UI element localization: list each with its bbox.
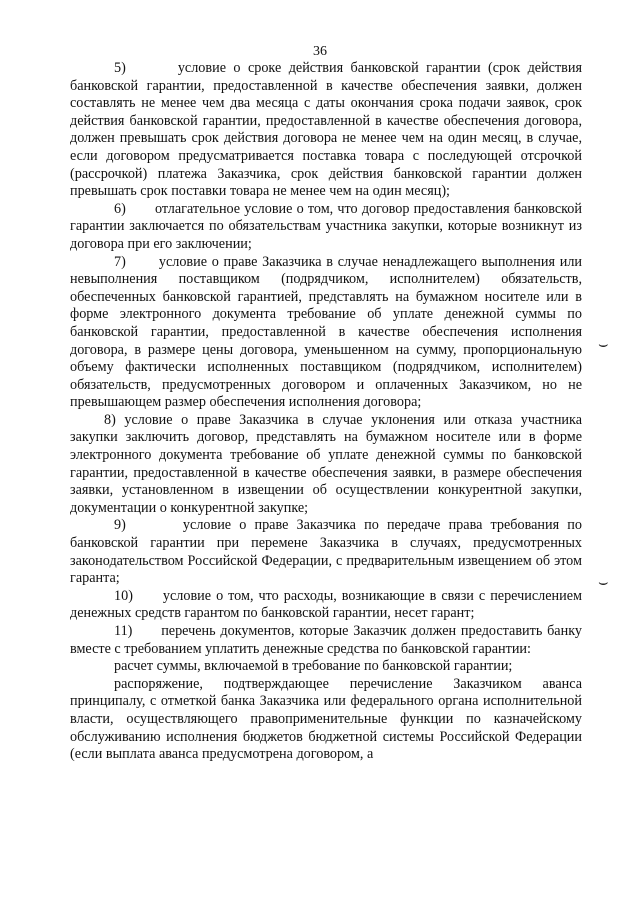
paragraph-item-8: 8) условие о праве Заказчика в случае уклонения или отказа участника закупки заключить договор, представлять на бумажном носителе или в форме электронного документа требование об уплате денежной суммы по банковской гарантии, предоставленной в качестве обеспечения заявки, в размере обеспечения заявки, установленном в извещении об осуществлении конкурентной закупки, документации о конкурентной закупке;	[70, 411, 582, 516]
hyphenation-mark-icon: ⌣	[598, 336, 609, 353]
document-body	[70, 60, 582, 764]
paragraph-item-6: 6) отлагательное условие о том, что договор предоставления банковской гарантии заключается по обязательствам участника закупки, которые возникнут из договора при его заключении;	[70, 200, 582, 252]
hyphenation-mark-icon: ⌣	[598, 574, 609, 591]
page-number: 36	[313, 44, 327, 59]
paragraph-sub-order: распоряжение, подтверждающее перечисление Заказчиком аванса принципалу, с отметкой банка Заказчика или федерального органа исполнительной власти, осуществляющего правоприменительные функции по казначейскому обслуживанию исполнения бюджетов бюджетной системы Российской Федерации (если выплата аванса предусмотрена договором, а	[70, 675, 582, 763]
paragraph-item-9: 9) условие о праве Заказчика по передаче права требования по банковской гарантии при перемене Заказчика в случаях, предусмотренных законодательством Российской Федерации, с предварительным извещением об этом гаранта;	[70, 517, 582, 587]
paragraph-item-11: 11) перечень документов, которые Заказчик должен предоставить банку вместе с требованием уплатить денежные средства по банковской гарантии:	[70, 623, 582, 657]
paragraph-item-5: 5) условие о сроке действия банковской гарантии (срок действия банковской гарантии, предоставленной в качестве обеспечения заявки, должен составлять не менее чем два месяца с даты окончания срока подачи заявок, срок действия банковской гарантии, предоставленной в качестве обеспечения договора, должен превышать срок действия договора не менее чем на один месяц, в случае, если договором предусматривается поставка товара с последующей отсрочкой (рассрочкой) платежа Заказчика, срок действия банковской гарантии должен превышать срок поставки товара не менее чем на один месяц);	[70, 60, 582, 200]
paragraph-item-7: 7) условие о праве Заказчика в случае ненадлежащего выполнения или невыполнения поставщиком (подрядчиком, исполнителем) обязательств, обеспеченных банковской гарантией, представлять на бумажном носителе или в форме электронного документа требование об уплате денежной суммы по банковской гарантии, предоставленной в качестве обеспечения исполнения договора, в размере цены договора, уменьшенном на сумму, пропорциональную объему фактически исполненных поставщиком (подрядчиком, исполнителем) обязательств, предусмотренных договором и оплаченных Заказчиком, но не превышающем размер обеспечения исполнения договора;	[70, 253, 582, 411]
paragraph-item-10: 10) условие о том, что расходы, возникающие в связи с перечислением денежных средств гарантом по банковской гарантии, несет гарант;	[70, 587, 582, 622]
paragraph-sub-calculation: расчет суммы, включаемой в требование по банковской гарантии;	[114, 658, 513, 675]
